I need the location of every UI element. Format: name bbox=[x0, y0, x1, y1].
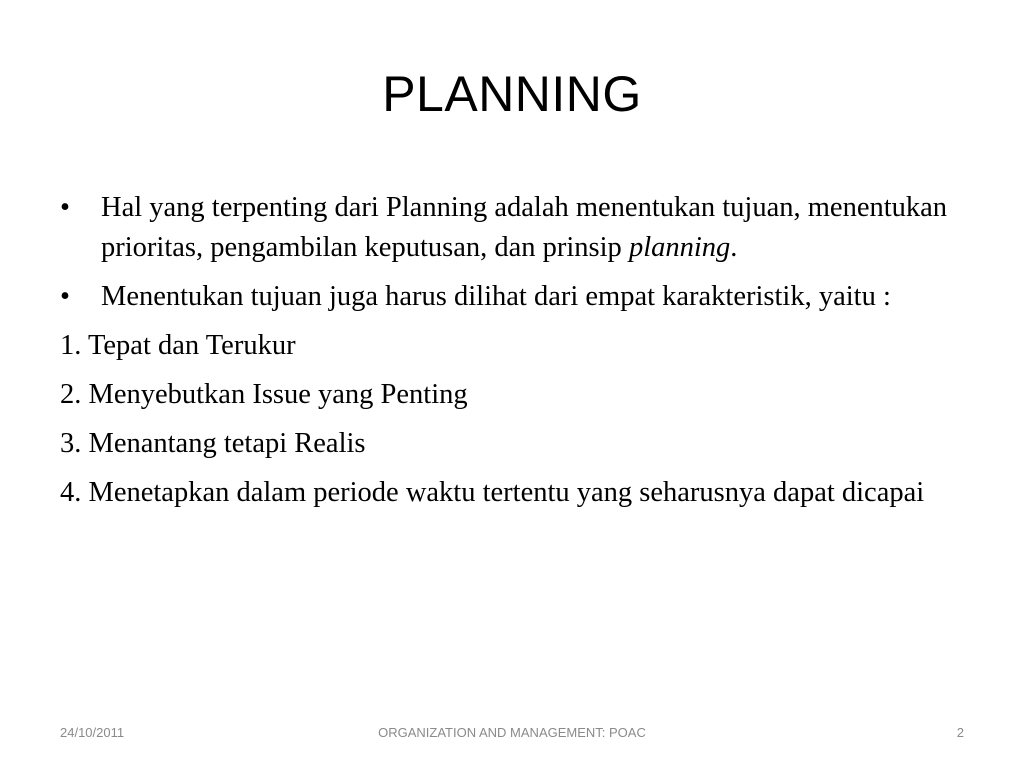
bullet-icon: • bbox=[60, 281, 70, 312]
bullet-icon: • bbox=[60, 192, 70, 223]
numbered-item-2: 2. Menyebutkan Issue yang Penting bbox=[60, 379, 468, 410]
numbered-item-3: 3. Menantang tetapi Realis bbox=[60, 428, 366, 459]
bullet-item-1 bbox=[60, 188, 970, 268]
numbered-item-1: 1. Tepat dan Terukur bbox=[60, 330, 296, 361]
bullet-text: Menentukan tujuan juga harus dilihat dari empat karakteristik, yaitu : bbox=[101, 281, 891, 312]
footer-title: ORGANIZATION AND MANAGEMENT: POAC bbox=[378, 725, 646, 740]
bullet-item-2 bbox=[60, 277, 970, 317]
bullet-text-end: . bbox=[730, 232, 738, 263]
footer-page-number: 2 bbox=[956, 725, 964, 740]
slide-body bbox=[60, 188, 970, 522]
slide-title: PLANNING bbox=[382, 66, 642, 122]
footer-date: 24/10/2011 bbox=[60, 725, 125, 740]
numbered-item-4: 4. Menetapkan dalam periode waktu tertentu yang seharusnya dapat dicapai bbox=[60, 477, 925, 508]
bullet-italic-text: planning bbox=[628, 232, 731, 263]
bullet-text: Hal yang terpenting dari Planning adalah menentukan tujuan, menentukan prioritas, pengambilan keputusan, dan prinsip bbox=[101, 192, 948, 263]
